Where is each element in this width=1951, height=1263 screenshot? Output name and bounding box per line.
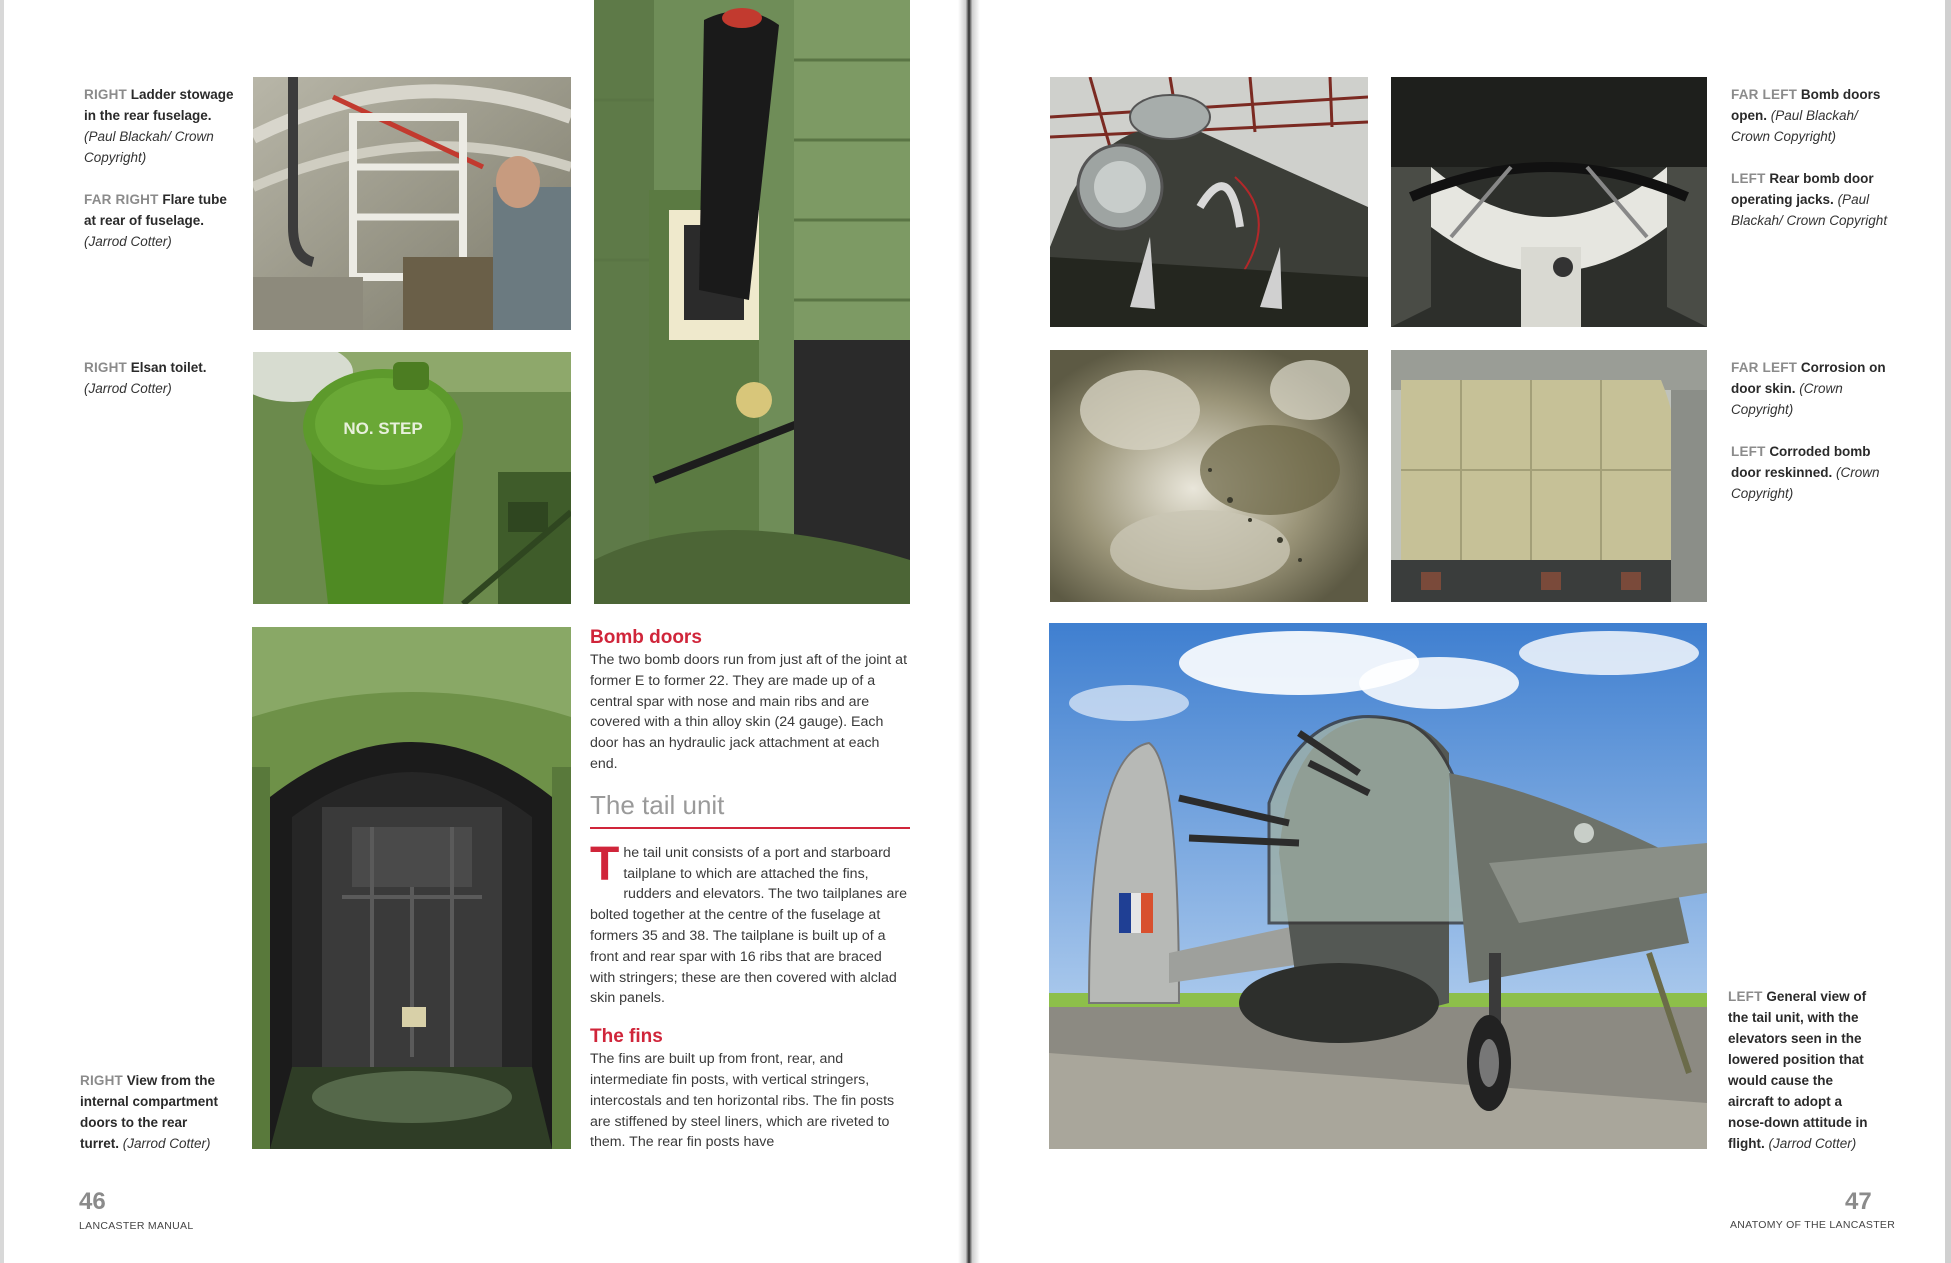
caption-keyword: RIGHT <box>80 1073 123 1088</box>
caption-keyword: FAR LEFT <box>1731 87 1798 102</box>
caption-credit: (Jarrod Cotter) <box>1768 1136 1857 1151</box>
photo-rear-turret-view <box>252 627 571 1149</box>
caption-credit: (Crown Copyright) <box>1731 381 1843 417</box>
heading-the-fins: The fins <box>590 1026 663 1048</box>
page-number-right: 47 <box>1845 1188 1872 1215</box>
caption-credit: (Crown Copyright) <box>1731 465 1880 501</box>
caption-text: Corroded bomb door reskinned. <box>1731 444 1871 480</box>
caption-keyword: LEFT <box>1731 444 1766 459</box>
toilet-stencil-text: NO. STEP <box>343 419 423 438</box>
paragraph-tail-unit-text: he tail unit consists of a port and starboard tailplane to which are attached the fins, rudders and elevators. The two tailplanes are bolted together at the centre of the fuselage at formers 35 and 38. The tailplane is built up of a front and rear spar with 16 ribs that are braced with stringers; these are then covered with alclad skin panels. <box>590 844 907 1007</box>
caption-toilet <box>84 357 234 399</box>
running-title-left: LANCASTER MANUAL <box>79 1220 194 1232</box>
caption-text: Elsan toilet. <box>130 360 207 375</box>
caption-credit: (Paul Blackah/ Crown Copyright) <box>84 129 214 165</box>
photo-bomb-doors-open <box>1050 77 1368 327</box>
page-edge-right <box>1945 0 1951 1263</box>
running-title-right: ANATOMY OF THE LANCASTER <box>1730 1219 1896 1231</box>
heading-bomb-doors: Bomb doors <box>590 627 702 648</box>
caption-keyword: LEFT <box>1728 989 1763 1004</box>
caption-credit: (Jarrod Cotter) <box>84 381 172 396</box>
caption-bomb-doors-jacks <box>1731 84 1891 252</box>
caption-credit: (Paul Blackah/ Crown Copyright <box>1731 192 1888 228</box>
caption-keyword: FAR LEFT <box>1731 360 1798 375</box>
book-gutter <box>958 0 980 1263</box>
caption-text: General view of the tail unit, with the elevators seen in the lowered position that would cause the aircraft to adopt a nose-down attitude in flight. <box>1728 989 1868 1151</box>
caption-corrosion-reskin <box>1731 357 1891 525</box>
page-number-left: 46 <box>79 1188 106 1215</box>
caption-rear-turret <box>80 1070 230 1154</box>
caption-keyword: RIGHT <box>84 360 127 375</box>
photo-ladder-stowage <box>253 77 571 330</box>
caption-text: Bomb doors open. <box>1731 87 1881 123</box>
caption-credit: (Jarrod Cotter) <box>122 1136 211 1151</box>
caption-text: Rear bomb door operating jacks. <box>1731 171 1874 207</box>
photo-flare-tube <box>594 0 910 604</box>
drop-cap: T <box>590 837 620 891</box>
caption-tail-unit <box>1728 986 1880 1154</box>
body-text-column <box>590 626 910 1153</box>
photo-elsan-toilet <box>253 352 571 604</box>
heading-tail-unit: The tail unit <box>590 789 910 829</box>
caption-keyword: LEFT <box>1731 171 1766 186</box>
page-edge-left <box>0 0 4 1263</box>
caption-text: Corrosion on door skin. <box>1731 360 1886 396</box>
caption-keyword: RIGHT <box>84 87 127 102</box>
caption-ladder-flare <box>84 84 234 273</box>
paragraph-tail-unit <box>590 837 910 1009</box>
caption-text: View from the internal compartment doors to the rear turret. <box>80 1073 219 1151</box>
photo-door-reskinned <box>1391 350 1707 602</box>
paragraph-the-fins: The fins are built up from front, rear, and intermediate fin posts, with vertical stringers, intercostals and ten horizontal ribs. The fin posts are stiffened by steel liners, which are riveted to them. The rear fin posts have <box>590 1051 895 1151</box>
caption-text: Ladder stowage in the rear fuselage. <box>84 87 234 123</box>
photo-bomb-door-jacks <box>1391 77 1707 327</box>
caption-text: Flare tube at rear of fuselage. <box>84 192 227 228</box>
paragraph-bomb-doors: The two bomb doors run from just aft of the joint at former E to former 22. They are made up of a central spar with nose and main ribs and are covered with a thin alloy skin (24 gauge). Each door has an hydraulic jack attachment at each end. <box>590 652 908 772</box>
caption-credit: (Paul Blackah/ Crown Copyright) <box>1731 108 1858 144</box>
caption-credit: (Jarrod Cotter) <box>84 234 172 249</box>
photo-tail-unit-general-view <box>1049 623 1707 1149</box>
photo-door-skin-corrosion <box>1050 350 1368 602</box>
caption-keyword: FAR RIGHT <box>84 192 159 207</box>
